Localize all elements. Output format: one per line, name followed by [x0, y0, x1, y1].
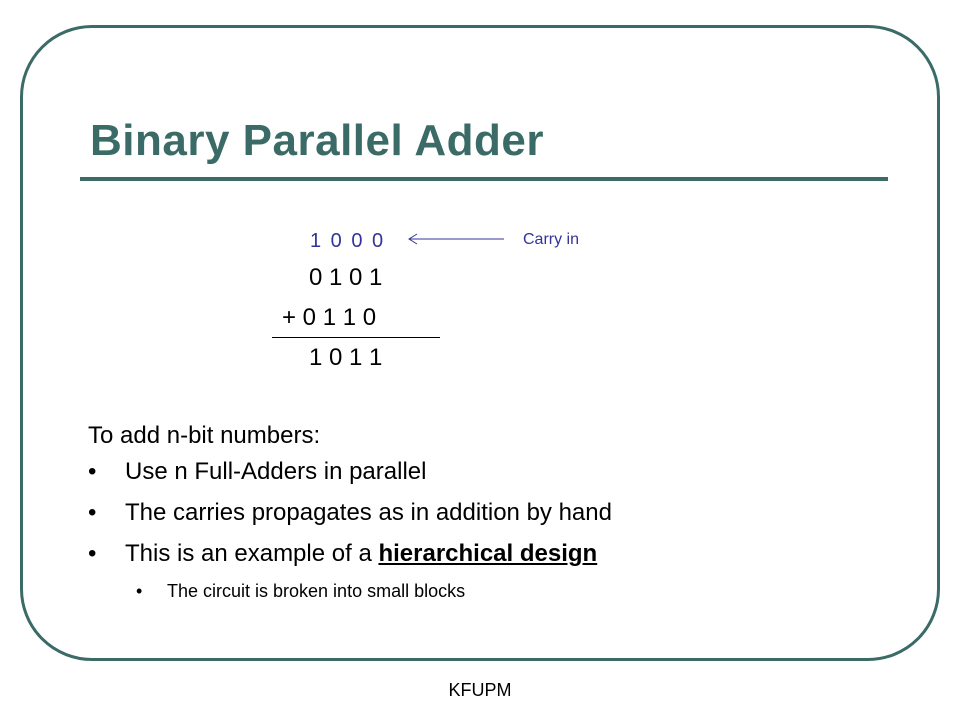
list-item [88, 540, 888, 581]
sub-list-item [88, 581, 888, 611]
bullet-text: Use n Full-Adders in parallel [125, 458, 427, 485]
bullet-list [88, 458, 888, 611]
sum-result: 1 0 1 1 [309, 344, 383, 371]
bullet-icon: • [88, 540, 97, 567]
emphasis-text: hierarchical design [378, 540, 598, 567]
operand-a: 0 1 0 1 [309, 264, 383, 291]
sum-line [272, 337, 440, 338]
bullet-icon: • [136, 581, 143, 601]
bullet-icon: • [88, 499, 97, 526]
title-underline [80, 177, 888, 181]
bullet-icon: • [88, 458, 97, 485]
sub-bullet-text: The circuit is broken into small blocks [167, 581, 466, 601]
list-item [88, 499, 888, 540]
carry-arrow-icon [406, 232, 506, 246]
slide-title: Binary Parallel Adder [90, 116, 544, 165]
carry-in-label: Carry in [523, 231, 580, 248]
intro-text: To add n-bit numbers: [88, 422, 321, 449]
carry-row: 1 0 0 0 [310, 230, 384, 252]
bullet-text: The carries propagates as in addition by hand [125, 499, 612, 526]
bullet-text-prefix: This is an example of a [125, 540, 379, 567]
list-item [88, 458, 888, 499]
operand-b: + 0 1 1 0 [282, 304, 377, 331]
footer-text: KFUPM [448, 680, 512, 700]
